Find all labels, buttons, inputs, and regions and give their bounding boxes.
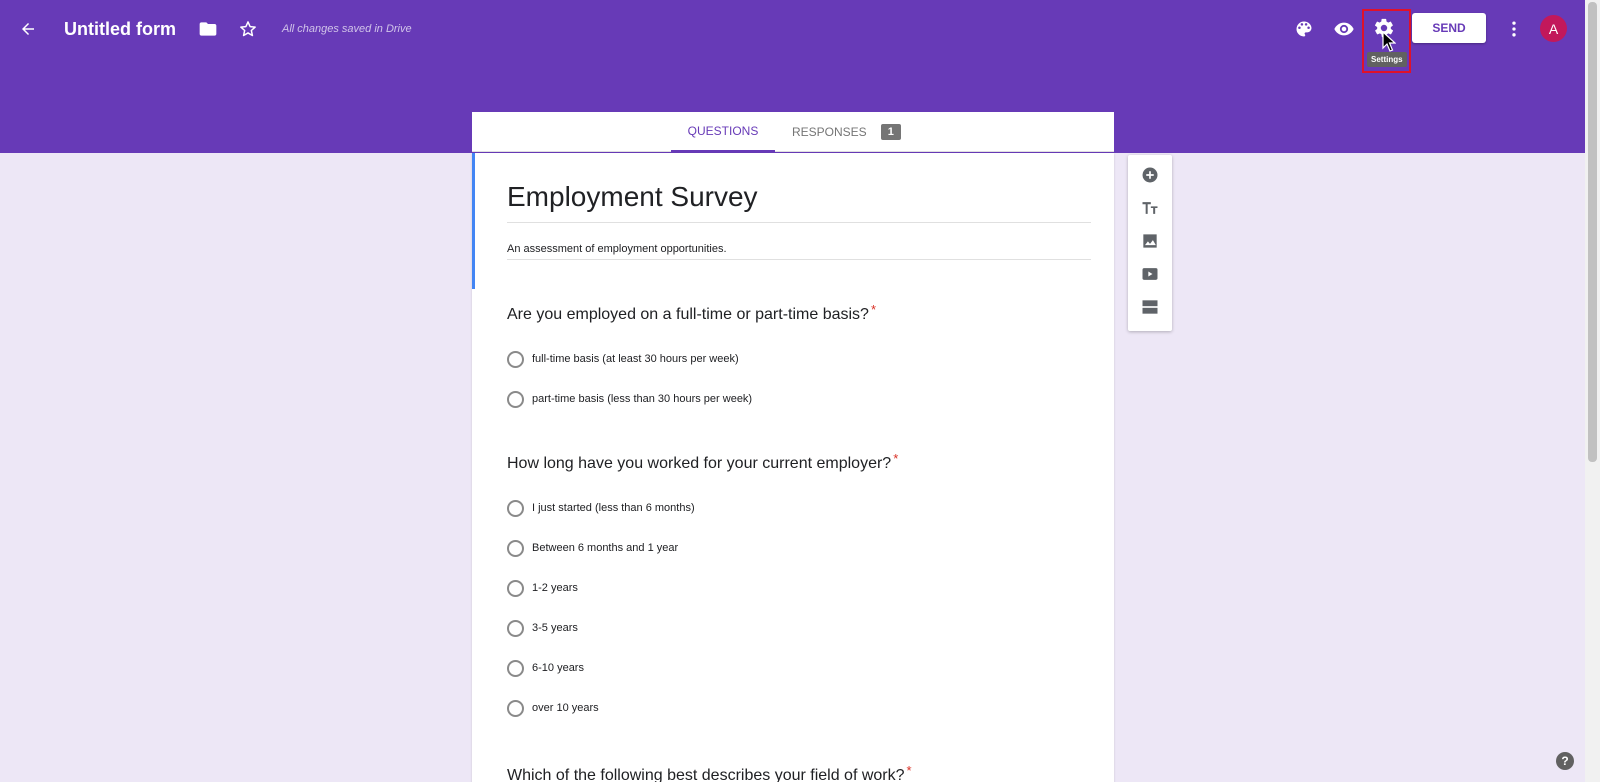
avatar[interactable]: A: [1540, 15, 1567, 42]
section-icon[interactable]: [1138, 295, 1162, 319]
form-tabs: [472, 112, 1114, 152]
settings-tooltip: Settings: [1367, 52, 1407, 67]
star-icon[interactable]: [236, 17, 260, 41]
mouse-cursor-icon: [1382, 31, 1396, 53]
option-label: I just started (less than 6 months): [532, 502, 695, 514]
radio-option[interactable]: [507, 389, 752, 409]
add-question-icon[interactable]: [1138, 163, 1162, 187]
divider: [507, 259, 1091, 260]
radio-option[interactable]: [507, 578, 578, 598]
header-left: [16, 12, 412, 46]
required-asterisk: *: [906, 763, 912, 778]
radio-option[interactable]: [507, 698, 599, 718]
required-asterisk: *: [870, 302, 876, 317]
title-text-icon[interactable]: [1138, 196, 1162, 220]
radio-option[interactable]: [507, 658, 584, 678]
help-icon[interactable]: ?: [1556, 752, 1574, 770]
active-section-accent: [472, 153, 475, 289]
option-label: Between 6 months and 1 year: [532, 542, 679, 554]
back-arrow-icon[interactable]: [16, 17, 40, 41]
radio-button[interactable]: [507, 540, 524, 557]
required-asterisk: *: [893, 451, 899, 466]
tab-responses[interactable]: [792, 112, 901, 152]
eye-icon[interactable]: [1327, 12, 1361, 46]
form-description[interactable]: An assessment of employment opportunities.: [507, 243, 727, 255]
radio-button[interactable]: [507, 580, 524, 597]
radio-option[interactable]: [507, 498, 695, 518]
tab-questions[interactable]: QUESTIONS: [671, 112, 775, 152]
question-text: How long have you worked for your current employer?: [507, 455, 892, 472]
radio-button[interactable]: [507, 700, 524, 717]
option-label: 1-2 years: [532, 582, 578, 594]
form-title[interactable]: Employment Survey: [507, 181, 758, 212]
responses-count-badge: 1: [881, 124, 901, 140]
question-text: Are you employed on a full-time or part-time basis?: [507, 306, 869, 323]
video-icon[interactable]: [1138, 262, 1162, 286]
option-label: over 10 years: [532, 702, 599, 714]
question-title[interactable]: [507, 302, 876, 324]
question-toolbar: [1128, 155, 1172, 331]
question-title[interactable]: [507, 763, 912, 782]
option-label: 6-10 years: [532, 662, 584, 674]
palette-icon[interactable]: [1287, 12, 1321, 46]
radio-button[interactable]: [507, 620, 524, 637]
scrollbar[interactable]: [1585, 0, 1600, 782]
form-card: [472, 153, 1114, 782]
radio-option[interactable]: [507, 618, 578, 638]
divider: [507, 222, 1091, 223]
radio-option[interactable]: [507, 349, 739, 369]
save-status: All changes saved in Drive: [282, 23, 412, 35]
question-title[interactable]: [507, 451, 899, 473]
radio-button[interactable]: [507, 351, 524, 368]
radio-button[interactable]: [507, 391, 524, 408]
scroll-thumb[interactable]: [1588, 2, 1597, 462]
question-text: Which of the following best describes your field of work?: [507, 767, 905, 782]
option-label: full-time basis (at least 30 hours per week): [532, 353, 739, 365]
send-button[interactable]: SEND: [1412, 13, 1486, 43]
folder-icon[interactable]: [196, 17, 220, 41]
option-label: 3-5 years: [532, 622, 578, 634]
radio-option[interactable]: [507, 538, 678, 558]
form-title-header[interactable]: Untitled form: [64, 18, 176, 39]
radio-button[interactable]: [507, 660, 524, 677]
more-vert-icon[interactable]: [1497, 12, 1531, 46]
tab-responses-label: RESPONSES: [792, 125, 867, 139]
radio-button[interactable]: [507, 500, 524, 517]
image-icon[interactable]: [1138, 229, 1162, 253]
option-label: part-time basis (less than 30 hours per week): [532, 393, 753, 405]
